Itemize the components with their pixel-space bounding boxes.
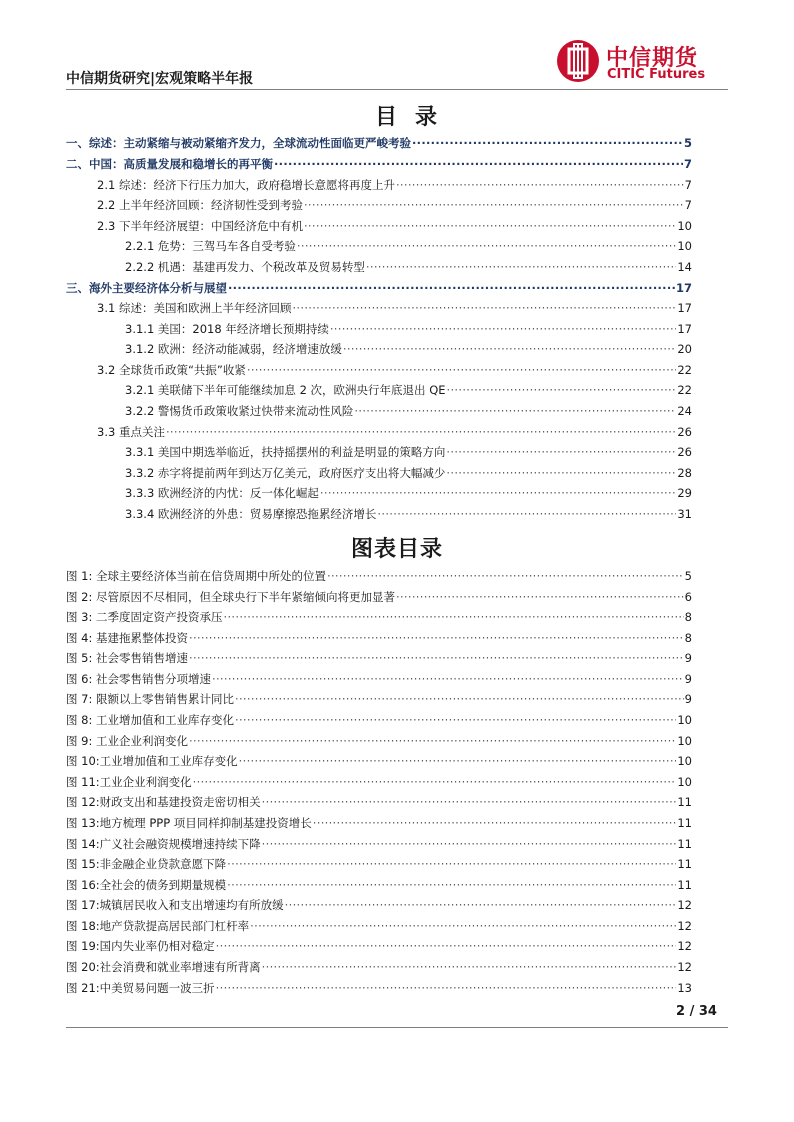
toc-entry[interactable]: 3.1.2 欧洲：经济动能减弱，经济增速放缓 ····· 20 [125, 342, 692, 356]
toc-entry[interactable]: 二、中国：高质量发展和稳增长的再平衡 ····· 7 [66, 157, 692, 171]
toc-title: 目录 [374, 105, 455, 130]
figure-entry[interactable]: 图 17:城镇居民收入和支出增速均有所放缓 ····· 12 [66, 898, 692, 912]
figure-entry[interactable]: 图 20:社会消费和就业率增速有所背离 ····· 12 [66, 960, 692, 974]
figure-entry[interactable]: 图 2: 尽管原因不尽相同，但全球央行下半年紧缩倾向将更加显著 ····· 6 [66, 590, 692, 604]
toc-entry[interactable]: 3.3.4 欧洲经济的外患：贸易摩擦恐拖累经济增长 ····· 31 [125, 507, 692, 521]
footer-divider [66, 1027, 728, 1028]
toc-entry[interactable]: 3.1.1 美国：2018 年经济增长预期持续 ····· 17 [125, 322, 692, 336]
figure-entry[interactable]: 图 8: 工业增加值和工业库存变化 ····· 10 [66, 713, 692, 727]
figure-entry[interactable]: 图 18:地产贷款提高居民部门杠杆率 ····· 12 [66, 919, 692, 933]
figure-entry[interactable]: 图 5: 社会零售销售增速 ····· 9 [66, 651, 692, 665]
figure-entry[interactable]: 图 13:地方梳理 PPP 项目同样抑制基建投资增长 ····· 11 [66, 816, 692, 830]
page-indicator: 2 / 34 [676, 1004, 717, 1019]
toc-entry[interactable]: 3.3.2 赤字将提前两年到达万亿美元，政府医疗支出将大幅减少 ····· 28 [125, 466, 692, 480]
figure-entry[interactable]: 图 3: 二季度固定资产投资承压 ····· 8 [66, 610, 692, 624]
figure-entry[interactable]: 图 12:财政支出和基建投资走密切相关 ····· 11 [66, 795, 692, 809]
toc-entry[interactable]: 2.1 综述：经济下行压力加大，政府稳增长意愿将再度上升 ····· 7 [97, 178, 692, 192]
toc-entry[interactable]: 3.1 综述：美国和欧洲上半年经济回顾 ····· 17 [97, 301, 692, 315]
toc-entry[interactable]: 3.2 全球货币政策“共振”收紧 ····· 22 [97, 363, 692, 377]
toc-entry[interactable]: 3.3 重点关注 ····· 26 [97, 425, 692, 439]
figure-entry[interactable]: 图 21:中美贸易问题一波三折 ····· 13 [66, 981, 692, 995]
toc-entry[interactable]: 3.3.3 欧洲经济的内忧：反一体化崛起 ····· 29 [125, 486, 692, 500]
toc-entry[interactable]: 3.3.1 美国中期选举临近，扶持摇摆州的利益是明显的策略方向 ····· 26 [125, 445, 692, 459]
figure-entry[interactable]: 图 4: 基建拖累整体投资 ····· 8 [66, 631, 692, 645]
toc-entry[interactable]: 一、综述：主动紧缩与被动紧缩齐发力，全球流动性面临更严峻考验 ····· 5 [66, 136, 692, 150]
logo-english-name: CITIC Futures [607, 67, 706, 82]
toc-entry[interactable]: 3.2.1 美联储下半年可能继续加息 2 次，欧洲央行年底退出 QE ····· 22 [125, 383, 692, 397]
citic-logo-icon [557, 40, 599, 82]
citic-futures-logo [557, 40, 727, 86]
toc-entry[interactable]: 2.2.2 机遇：基建再发力、个税改革及贸易转型 ····· 14 [125, 260, 692, 274]
figure-entry[interactable]: 图 1: 全球主要经济体当前在信贷周期中所处的位置 ····· 5 [66, 569, 692, 583]
figure-entry[interactable]: 图 6: 社会零售销售分项增速 ····· 9 [66, 672, 692, 686]
toc-entry[interactable]: 三、海外主要经济体分析与展望 ····· 17 [66, 281, 692, 295]
figure-entry[interactable]: 图 15:非金融企业贷款意愿下降 ····· 11 [66, 857, 692, 871]
figure-entry[interactable]: 图 10:工业增加值和工业库存变化 ····· 10 [66, 754, 692, 768]
figure-entry[interactable]: 图 14:广义社会融资规模增速持续下降 ····· 11 [66, 837, 692, 851]
figure-entry[interactable]: 图 11:工业企业利润变化 ····· 10 [66, 775, 692, 789]
toc-entry[interactable]: 3.2.2 警惕货币政策收紧过快带来流动性风险 ····· 24 [125, 404, 692, 418]
header-divider [66, 89, 728, 90]
figure-index-title: 图表目录 [350, 537, 443, 562]
figure-entry[interactable]: 图 16:全社会的债务到期量规模 ····· 11 [66, 878, 692, 892]
figure-entry[interactable]: 图 19:国内失业率仍相对稳定 ····· 12 [66, 939, 692, 953]
report-title: 中信期货研究|宏观策略半年报 [66, 71, 254, 87]
logo-chinese-name: 中信期货 [606, 46, 699, 71]
toc-entry[interactable]: 2.2.1 危势：三驾马车各自受考验 ····· 10 [125, 239, 692, 253]
toc-entry[interactable]: 2.2 上半年经济回顾：经济韧性受到考验 ····· 7 [97, 198, 692, 212]
figure-entry[interactable]: 图 9: 工业企业利润变化 ····· 10 [66, 734, 692, 748]
figure-entry[interactable]: 图 7: 限额以上零售销售累计同比 ····· 9 [66, 692, 692, 706]
toc-entry[interactable]: 2.3 下半年经济展望：中国经济危中有机 ····· 10 [97, 219, 692, 233]
